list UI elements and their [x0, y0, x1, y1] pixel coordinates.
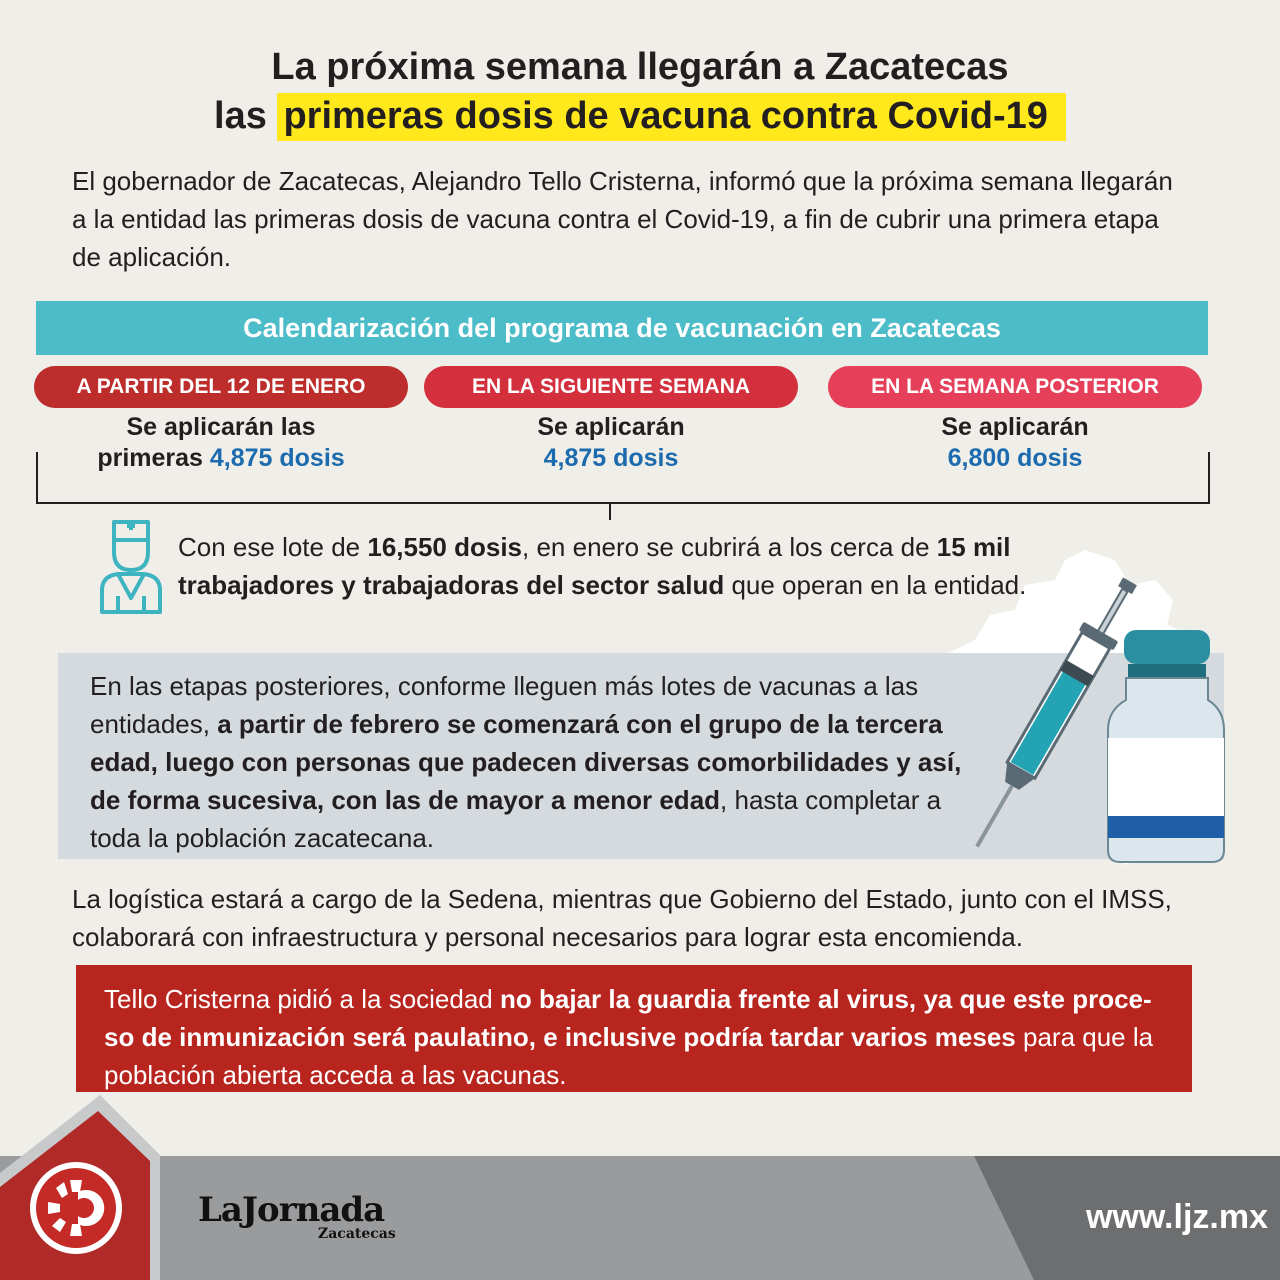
etapas-text-1: En las etapas posteriores, conforme lleguen más lotes de vacunas a las entidades,: [90, 671, 919, 739]
headline-highlight: primeras dosis de vacuna contra Covid-19: [277, 93, 1066, 141]
stage-1-line1: Se aplicarán las: [126, 413, 316, 441]
stage-2-text: [424, 412, 798, 474]
tello-bold: no bajar la guardia frente al virus, ya que este proce-so de inmunización será paulatino, e inclusive podría tardar varios meses: [104, 984, 1152, 1052]
lote-text-3: que operan en la entidad.: [724, 570, 1027, 600]
stage-1-text: [34, 412, 408, 474]
la-jornada-wordmark: LaJornada: [198, 1190, 385, 1230]
stage-2-date-pill: EN LA SIGUIENTE SEMANA: [424, 366, 798, 408]
headline-prefix: las: [214, 95, 278, 137]
calendar-header: Calendarización del programa de vacunación en Zacatecas: [36, 301, 1208, 355]
calendar-bracket-tick: [609, 504, 611, 520]
nurse-icon: [96, 518, 166, 614]
stage-2-doses: 4,875 dosis: [543, 444, 679, 472]
stage-3-line2: [828, 443, 1202, 474]
lote-doses-bold: 16,550 dosis: [367, 532, 523, 562]
lote-text-1: Con ese lote de: [178, 532, 368, 562]
vaccine-vial-icon: [1104, 630, 1228, 864]
etapas-text-2: , hasta completar a toda la población zacatecana.: [90, 785, 942, 853]
lote-text-2: , en enero se cubrirá a los cerca de: [522, 532, 937, 562]
tello-paragraph: [104, 980, 1174, 1094]
etapas-paragraph: [90, 667, 970, 857]
stage-1-doses: 4,875 dosis: [209, 444, 345, 472]
logistica-paragraph: La logística estará a cargo de la Sedena, mientras que Gobierno del Estado, junto con el IMSS, colaborará con infraestructura y personal necesarios para lograr esta encomienda.: [72, 884, 1172, 952]
stage-1-date-pill: A PARTIR DEL 12 DE ENERO: [34, 366, 408, 408]
website-url-link[interactable]: www.ljz.mx: [1085, 1198, 1268, 1236]
etapas-bold: a partir de febrero se comenzará con el grupo de la tercera edad, luego con personas que padecen diversas comorbilidades y así, de forma sucesiva, con las de mayor a menor edad: [90, 709, 962, 815]
lote-paragraph: [178, 528, 1078, 604]
headline-line-1: La próxima semana llegarán a Zacatecas: [271, 46, 1009, 88]
stage-3-text: [828, 412, 1202, 474]
jornada-sun-logo: [26, 1158, 126, 1258]
la-jornada-subtitle: Zacatecas: [318, 1226, 396, 1242]
intro-paragraph: El gobernador de Zacatecas, Alejandro Tello Cristerna, informó que la próxima semana llegarán a la entidad las primeras dosis de vacuna contra el Covid-19, a fin de cubrir una primera etapa de aplicación.: [72, 166, 1173, 272]
stage-3-date-pill: EN LA SEMANA POSTERIOR: [828, 366, 1202, 408]
tello-text-1: Tello Cristerna pidió a la sociedad: [104, 984, 500, 1014]
stage-3-line1: Se aplicarán: [941, 413, 1089, 441]
stage-2-line2: [424, 443, 798, 474]
lote-workers-bold: 15 mil trabajadores y trabajadoras del sector salud: [178, 532, 1011, 600]
stage-2-line1: Se aplicarán: [537, 413, 685, 441]
stage-1-prefix: primeras: [97, 444, 210, 472]
stage-3-doses: 6,800 dosis: [947, 444, 1083, 472]
tello-text-2: para que la población abierta acceda a las vacunas.: [104, 1022, 1154, 1090]
headline-line-2: [0, 92, 1280, 140]
stage-1-line2: [34, 443, 408, 474]
